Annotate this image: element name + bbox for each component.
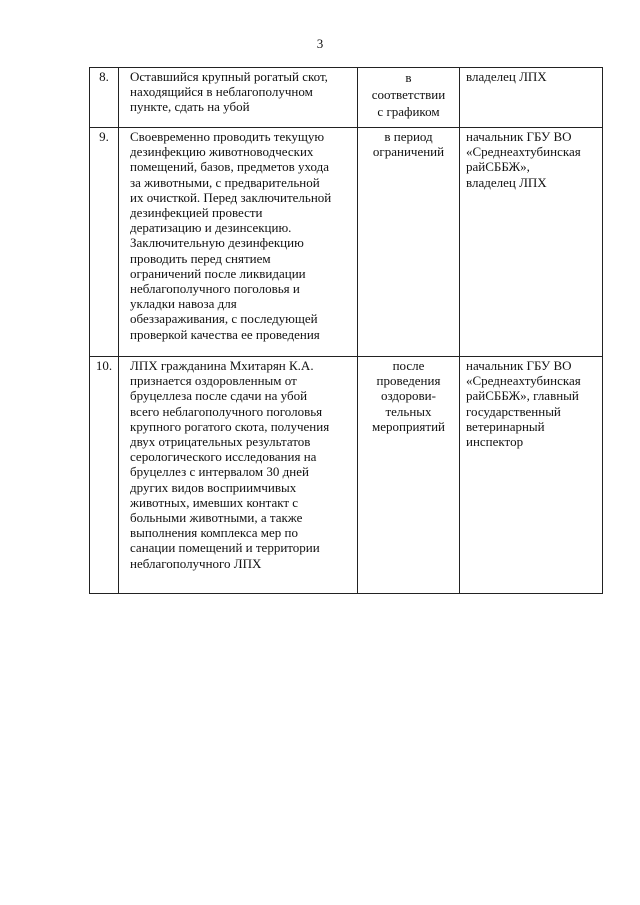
- measure-text-line: обеззараживания, с последующей: [130, 311, 318, 327]
- row-number-cell: [90, 357, 119, 594]
- term-line: соответствии: [371, 87, 446, 102]
- measure-text-line: за животными, с предварительной: [130, 174, 320, 190]
- term-line: мероприятий: [372, 418, 445, 434]
- measure-text-line: ограничений после ликвидации: [130, 265, 306, 281]
- row-number-cell: [90, 128, 119, 357]
- measure-text-line: других видов восприимчивых: [130, 479, 297, 495]
- table-row: [90, 68, 603, 128]
- responsible-line: райСББЖ», главный: [466, 388, 579, 404]
- responsible-cell: [460, 357, 603, 594]
- row-number: 9.: [99, 129, 109, 144]
- responsible-line: владелец ЛПХ: [466, 174, 547, 190]
- measure-text-line: проверкой качества ее проведения: [130, 326, 320, 342]
- measure-text-line: признается оздоровленным от: [130, 373, 297, 389]
- responsible-line: ветеринарный: [466, 418, 545, 434]
- table-row: [90, 128, 603, 357]
- responsible-cell: [460, 128, 603, 357]
- measure-text-line: укладки навоза для: [130, 296, 237, 312]
- measure-text-cell: [119, 357, 358, 594]
- measure-text-line: Своевременно проводить текущую: [130, 129, 325, 144]
- measure-text-cell: [119, 68, 358, 128]
- measure-text-line: серологического исследования на: [130, 449, 317, 465]
- table-row: [90, 357, 603, 594]
- measure-text-line: Заключительную дезинфекцию: [130, 235, 304, 251]
- measure-text-line: дезинфекцию животноводческих: [130, 144, 314, 160]
- measure-text-line: дератизацию и дезинсекцию.: [130, 220, 292, 236]
- term-cell: [358, 68, 460, 128]
- page-number: 3: [316, 36, 324, 51]
- measure-text-cell: [119, 128, 358, 357]
- responsible-line: начальник ГБУ ВО: [466, 358, 572, 373]
- measure-text-line: двух отрицательных результатов: [130, 434, 311, 450]
- term-line: проведения: [376, 373, 441, 389]
- measure-text-line: выполнения комплекса мер по: [130, 525, 299, 541]
- measure-text-line: Оставшийся крупный рогатый скот,: [130, 69, 328, 84]
- measures-table-body: [90, 68, 603, 594]
- responsible-line: инспектор: [466, 434, 524, 450]
- term-line: после: [392, 358, 425, 373]
- responsible-line: «Среднеахтубинская: [466, 144, 581, 160]
- measure-text-line: неблагополучного поголовья и: [130, 281, 300, 297]
- responsible-line: владелец ЛПХ: [466, 69, 547, 84]
- term-line: в: [405, 70, 412, 85]
- measure-text-line: бруцеллеза после сдачи на убой: [130, 388, 308, 404]
- measure-text-line: больными животными, а также: [130, 510, 303, 526]
- measure-text-line: животных, имевших контакт с: [130, 494, 299, 510]
- measure-text-line: санации помещений и территории: [130, 540, 320, 556]
- responsible-line: райСББЖ»,: [466, 159, 530, 175]
- measure-text-line: неблагополучного ЛПХ: [130, 555, 262, 571]
- measure-text-line: помещений, базов, предметов ухода: [130, 159, 330, 175]
- measure-text-line: проводить перед снятием: [130, 250, 271, 266]
- term-line: ограничений: [372, 144, 445, 160]
- responsible-line: государственный: [466, 403, 561, 419]
- measures-table: [89, 67, 603, 594]
- term-cell: [358, 128, 460, 357]
- term-cell: [358, 357, 460, 594]
- measure-text-line: находящийся в неблагополучном: [130, 84, 313, 100]
- term-line: с графиком: [377, 104, 440, 119]
- measure-text-line: их очисткой. Перед заключительной: [130, 189, 332, 205]
- responsible-line: «Среднеахтубинская: [466, 373, 581, 389]
- measure-text-line: дезинфекцией провести: [130, 205, 263, 221]
- term-line: оздорови-: [381, 388, 436, 404]
- row-number-cell: [90, 68, 119, 128]
- measure-text-line: крупного рогатого скота, получения: [130, 418, 330, 434]
- responsible-cell: [460, 68, 603, 128]
- measure-text-line: ЛПХ гражданина Мхитарян К.А.: [130, 358, 314, 373]
- term-line: в период: [384, 129, 433, 144]
- measure-text-line: бруцеллез с интервалом 30 дней: [130, 464, 309, 480]
- row-number: 8.: [99, 69, 109, 84]
- measure-text-line: пункте, сдать на убой: [130, 99, 250, 115]
- responsible-line: начальник ГБУ ВО: [466, 129, 572, 144]
- term-line: тельных: [385, 403, 432, 419]
- row-number: 10.: [95, 358, 113, 373]
- measure-text-line: всего неблагополучного поголовья: [130, 403, 323, 419]
